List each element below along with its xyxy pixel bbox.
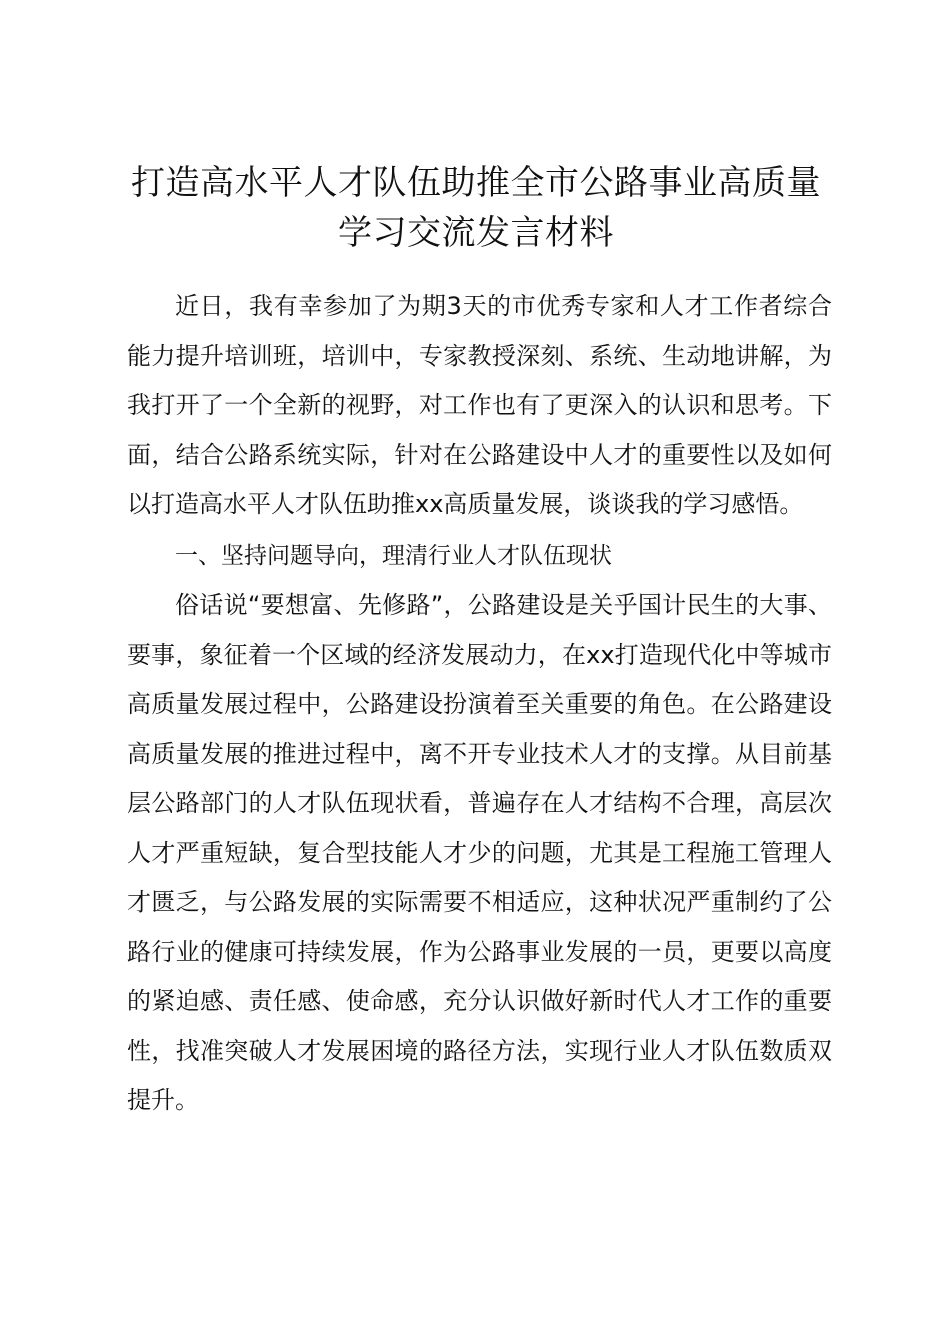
title-line-1: 打造高水平人才队伍助推全市公路事业高质量 xyxy=(131,163,821,203)
document-body xyxy=(127,282,832,1126)
section-1-paragraph: 俗话说“要想富、先修路”，公路建设是关乎国计民生的大事、要事，象征着一个区域的经济发展动力，在xx打造现代化中等城市高质量发展过程中，公路建设扮演着至关重要的角色。在公路建设高质量发展的推进过程中，离不开专业技术人才的支撑。从目前基层公路部门的人才队伍现状看，普遍存在人才结构不合理，高层次人才严重短缺，复合型技能人才少的问题，尤其是工程施工管理人才匮乏，与公路发展的实际需要不相适应，这种状况严重制约了公路行业的健康可持续发展，作为公路事业发展的一员，更要以高度的紧迫感、责任感、使命感，充分认识做好新时代人才工作的重要性，找准突破人才发展困境的路径方法，实现行业人才队伍数质双提升。 xyxy=(127,591,832,1114)
document-title xyxy=(120,158,832,258)
title-line-2: 学习交流发言材料 xyxy=(338,213,614,253)
section-heading-1: 一、坚持问题导向，理清行业人才队伍现状 xyxy=(175,542,612,569)
intro-paragraph: 近日，我有幸参加了为期3天的市优秀专家和人才工作者综合能力提升培训班，培训中，专家教授深刻、系统、生动地讲解，为我打开了一个全新的视野，对工作也有了更深入的认识和思考。下面，结合公路系统实际，针对在公路建设中人才的重要性以及如何以打造高水平人才队伍助推xx高质量发展，谈谈我的学习感悟。 xyxy=(127,292,832,518)
